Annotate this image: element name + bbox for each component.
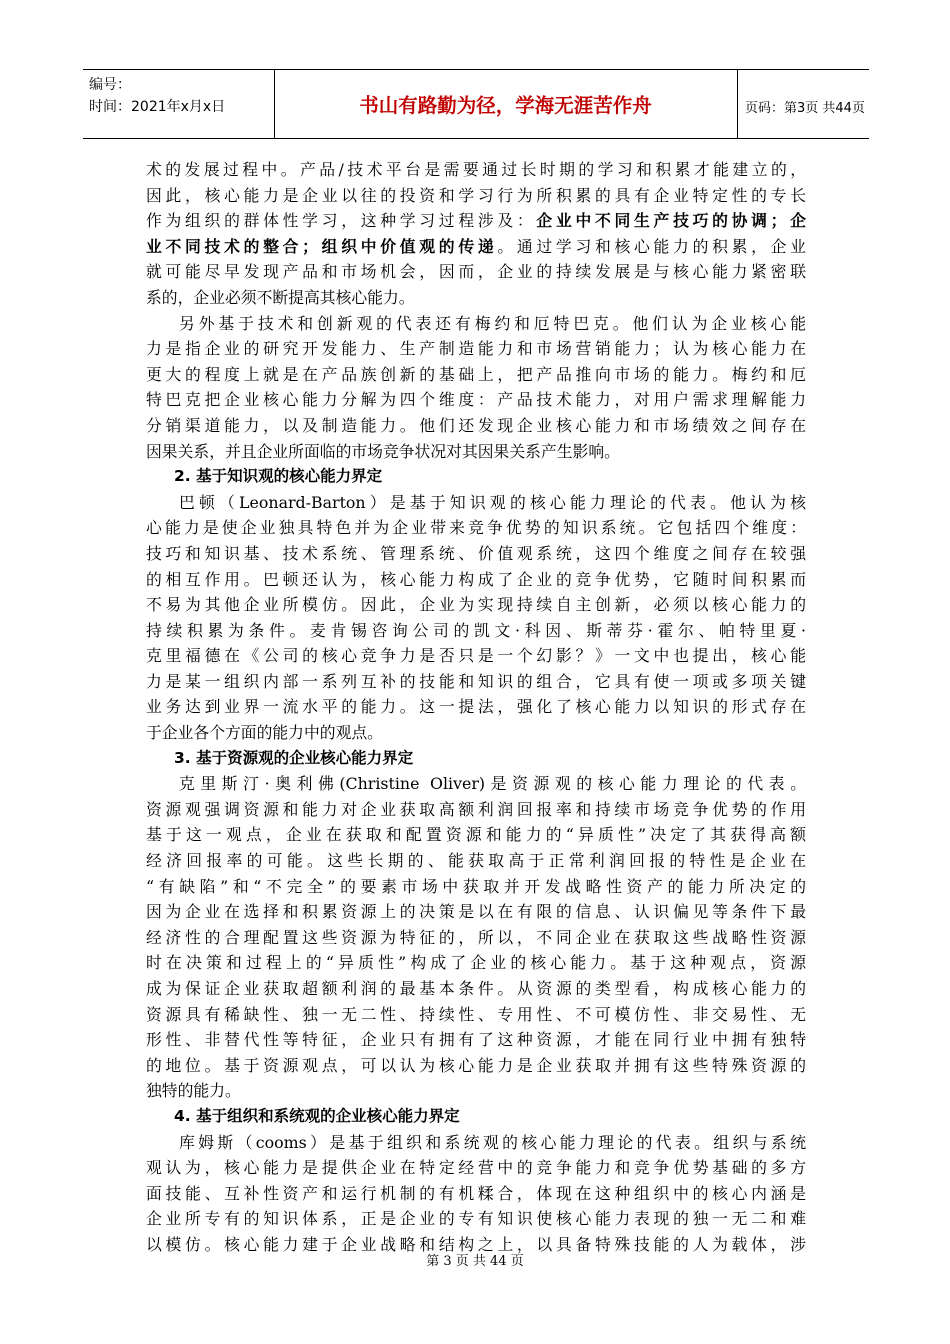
- text-line: [146, 208, 806, 234]
- text-line: 时在决策和过程上的“异质性”构成了企业的核心能力。基于这种观点，资源: [146, 953, 806, 973]
- text-line: 力是某一组织内部一系列互补的技能和知识的组合，它具有使一项或多项关键: [146, 671, 806, 691]
- text-run: 。通过学习和核心能力的积累，企业: [497, 236, 806, 256]
- text-line: 库姆斯（cooms）是基于组织和系统观的核心能力理论的代表。组织与系统: [179, 1132, 806, 1152]
- header-motto: 书山有路勤为径，学海无涯苦作舟: [359, 94, 652, 117]
- bold-emphasis: 业不同技术的整合；组织中价值观的传递: [146, 236, 498, 256]
- text-line: 系的，企业必须不断提高其核心能力。: [146, 287, 415, 307]
- text-line: 巴顿（Leonard-Barton）是基于知识观的核心能力理论的代表。他认为核: [179, 492, 806, 512]
- section-heading: 2. 基于知识观的核心能力界定: [174, 467, 383, 486]
- text-line: 力是指企业的研究开发能力、生产制造能力和市场营销能力；认为核心能力在: [146, 339, 806, 359]
- text-line: 技巧和知识基、技术系统、管理系统、价值观系统，这四个维度之间存在较强: [146, 543, 806, 563]
- bold-emphasis: 企业中不同生产技巧的协调；企: [536, 211, 806, 231]
- text-line: 资源具有稀缺性、独一无二性、持续性、专用性、不可模仿性、非交易性、无: [146, 1004, 806, 1024]
- text-line: 独特的能力。: [146, 1081, 241, 1101]
- text-run: 作为组织的群体性学习，这种学习过程涉及：: [146, 211, 537, 231]
- header-page-cell: [737, 70, 869, 138]
- text-line: 观认为，核心能力是提供企业在特定经营中的竞争能力和竞争优势基础的多方: [146, 1158, 806, 1178]
- text-line: 因果关系，并且企业所面临的市场竞争状况对其因果关系产生影响。: [146, 441, 620, 461]
- text-line: 基于这一观点，企业在获取和配置资源和能力的“异质性”决定了其获得高额: [146, 825, 806, 845]
- text-line: 面技能、互补性资产和运行机制的有机糅合，体现在这种组织中的核心内涵是: [146, 1183, 806, 1203]
- page-footer: 第 3 页 共 44 页: [426, 1254, 524, 1269]
- section-heading: 3. 基于资源观的企业核心能力界定: [174, 748, 414, 767]
- page-header: [83, 69, 869, 139]
- text-line: 因为企业在选择和积累资源上的决策是以在有限的信息、认识偏见等条件下最: [146, 902, 806, 922]
- text-line: 就可能尽早发现产品和市场机会，因而，企业的持续发展是与核心能力紧密联: [146, 262, 806, 282]
- header-motto-cell: [274, 70, 738, 138]
- text-line: 于企业各个方面的能力中的观点。: [146, 723, 383, 743]
- text-line: 经济性的合理配置这些资源为特征的，所以，不同企业在获取这些战略性资源: [146, 927, 806, 947]
- text-line: 特巴克把企业核心能力分解为四个维度：产品技术能力，对用户需求理解能力: [146, 390, 806, 410]
- text-line: “有缺陷”和“不完全”的要素市场中获取并开发战略性资产的能力所决定的: [146, 876, 806, 896]
- document-body: [146, 157, 806, 1258]
- text-line: 心能力是使企业独具特色并为企业带来竞争优势的知识系统。它包括四个维度：: [146, 518, 806, 538]
- text-line: 资源观强调资源和能力对企业获取高额利润回报率和持续市场竞争优势的作用: [146, 799, 806, 819]
- text-line: 术的发展过程中。产品/技术平台是需要通过长时期的学习和积累才能建立的，: [146, 160, 806, 179]
- text-line: 另外基于技术和创新观的代表还有梅约和厄特巴克。他们认为企业核心能: [179, 313, 806, 333]
- text-line: 更大的程度上就是在产品族创新的基础上，把产品推向市场的能力。梅约和厄: [146, 364, 806, 384]
- text-line: 成为保证企业获取超额利润的最基本条件。从资源的类型看，构成核心能力的: [146, 979, 806, 998]
- text-line: 形性、非替代性等特征，企业只有拥有了这种资源，才能在同行业中拥有独特: [146, 1030, 806, 1050]
- header-info-cell: [83, 70, 275, 138]
- document-date-label: 时间：2021年x月x日: [89, 99, 226, 115]
- text-line: 不易为其他企业所模仿。因此，企业为实现持续自主创新，必须以核心能力的: [146, 595, 806, 615]
- text-line: 经济回报率的可能。这些长期的、能获取高于正常利润回报的特性是企业在: [146, 851, 806, 871]
- text-line: 克里斯汀·奥利佛(Christine Oliver)是资源观的核心能力理论的代表。: [179, 774, 806, 794]
- text-line: 的地位。基于资源观点，可以认为核心能力是企业获取并拥有这些特殊资源的: [146, 1055, 806, 1075]
- document-number-label: 编号：: [89, 77, 131, 93]
- text-line: 克里福德在《公司的核心竞争力是否只是一个幻影？》一文中也提出，核心能: [146, 646, 806, 666]
- text-line: 以模仿。核心能力建于企业战略和结构之上，以具备特殊技能的人为载体，涉: [146, 1234, 806, 1254]
- header-page-number: 页码：第3页 共44页: [745, 101, 865, 116]
- text-line: 因此，核心能力是企业以往的投资和学习行为所积累的具有企业特定性的专长: [146, 185, 806, 205]
- section-heading: 4. 基于组织和系统观的企业核心能力界定: [174, 1106, 460, 1125]
- text-line: 企业所专有的知识体系，正是企业的专有知识使核心能力表现的独一无二和难: [146, 1209, 806, 1229]
- text-line: 分销渠道能力，以及制造能力。他们还发现企业核心能力和市场绩效之间存在: [146, 415, 806, 435]
- text-line: 业务达到业界一流水平的能力。这一提法，强化了核心能力以知识的形式存在: [146, 697, 806, 717]
- text-line: 持续积累为条件。麦肯锡咨询公司的凯文·科因、斯蒂芬·霍尔、帕特里夏·: [146, 620, 806, 640]
- text-line: [146, 234, 806, 260]
- text-line: 的相互作用。巴顿还认为，核心能力构成了企业的竞争优势，它随时间积累而: [146, 569, 806, 589]
